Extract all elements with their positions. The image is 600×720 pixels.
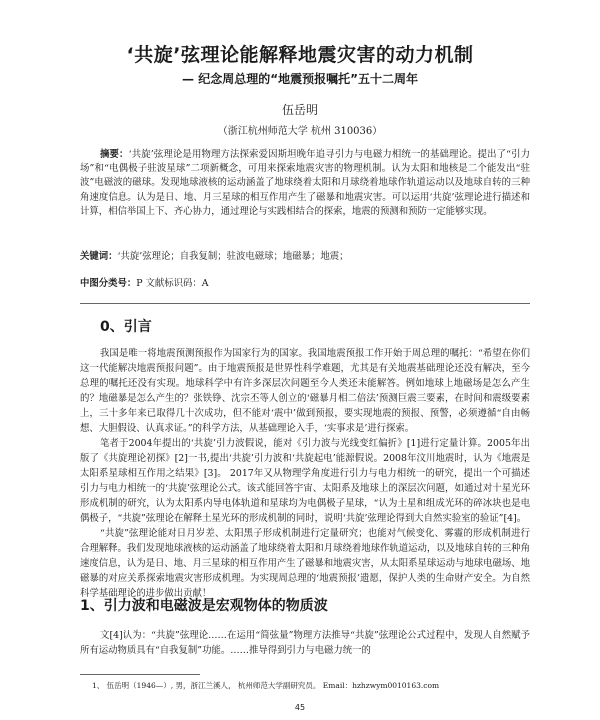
footnote: 1、 伍岳明（1946—）, 男，浙江兰溪人， 杭州师范大学副研究员。 Email：hzhzwym0010163.com (92, 681, 440, 690)
paragraph: “共旋”弦理论能对日月岁差、太阳黑子形成机制进行定量研究；也能对气候变化、雾霾的形成机制进行合理解释。我们发现地球液核的运动涵盖了地球绕着太阳和月球绕着地球作轨道运动，以及地球自转的三种角速度信息，认为是日、地、月三星球的相互作用产生了磁暴和地震灾害，从太阳系星球运动与地球电磁场、地磁暴的对应关系探索地震灾害形成机理。为实现周总理的‘地震预报’遗愿，保护人类的生命财产安全。为自然科学基础理论的进步做出贡献！ (80, 528, 531, 599)
keywords-text: ‘共旋’弦理论；自我复制；驻波电磁球；地磁暴；地震； (117, 251, 349, 262)
author-affiliation: （浙江杭州师范大学 杭州 310036） (217, 126, 383, 137)
abstract (80, 148, 530, 219)
keywords (80, 250, 530, 264)
keywords-label: 关键词： (80, 251, 118, 262)
paragraph: 笔者于2004年提出的‘共旋’引力波假说，能对《引力波与光线变红偏折》[1]进行定量计算。2005年出版了《共旋理论初探》[2]一书,提出‘共旋’引力波和‘共旋起电’能源假说。2008年汶川地震时，认为《地震是太阳系星球相互作用之结果》[3]。 2017年又从物理学角度进行引力与电力相统一的研究，提出一个可描述引力与电力相统一的‘共旋’弦理论公式。该式能回答宇宙、太阳系及地球上的深层次问题，如通过对十星光环形成机制的研究，认为太阳系内导电体轨道和星球均为电偶极子星球，“认为土星和组成光环的碎冰块也是电偶极子，“共旋”弦理论在解释土星光环的形成机制的同时，说明‘共旋’弦理论得到大自然实验室的验证”[4]。 (80, 438, 530, 524)
abstract-label: 摘要： (100, 149, 129, 160)
section-introduction-body (80, 346, 530, 601)
paper-title: ‘共旋’弦理论能解释地震灾害的动力机制 (126, 44, 474, 66)
section-heading-1: 1、引力波和电磁波是宏观物体的物质波 (80, 598, 328, 614)
paragraph: 我国是唯一将地震预测预报作为国家行为的国家。我国地震预报工作开始于周总理的嘱托：“希望在你们这一代能解决地震预报问题”。由于地震预报是世界性科学难题，尤其是有关地震基础理论还没有解决，至今总理的嘱托还没有实现。地球科学中有许多深层次问题至今人类还未能解答。例如地球上地磁场是怎么产生的？地磁暴是怎么产生的？张铁铮、沈宗丕等人创立的‘磁暴月相二倍法’预测巨震三要素，在时间和震级要素上，三十多年来已取得几十次成功，但不能对‘震中’做到预报，要实现地震的预报、预警，必须遵循“自由畅想、大胆假设、认真求证。”的科学方法，从基础理论入手，‘实事求是’进行探索。 (80, 348, 530, 434)
paragraph: 文[4]认为：“共旋”弦理论……在运用“简弦量”物理方法推导“共旋”弦理论公式过程中，发现人自然赋予所有运动物质具有“自我复制”功能。……推导得到引力与电磁力统一的 (80, 630, 530, 656)
section-heading-introduction: 0、引言 (100, 319, 152, 335)
classification-number (80, 277, 530, 291)
abstract-divider (80, 303, 530, 304)
classno-label: 中图分类号： (80, 278, 137, 289)
author-name: 伍岳明 (281, 103, 318, 117)
classno-text: P 文献标识码：A (136, 278, 209, 289)
paper-subtitle: — 纪念周总理的“地震预报嘱托”五十二周年 (182, 72, 418, 86)
page-number: 45 (294, 703, 306, 712)
abstract-text: ‘共旋’弦理论是用物理方法探索爱因斯坦晚年追寻引力与电磁力相统一的基础理论。提出了“引力场”和“电偶极子驻波星球”二项新概念，可用来探索地震灾害的物理机制。认为太阳和地核是二个能发出“驻波”电磁波的磁球。发现地球液核的运动涵盖了地球绕着太阳和月球绕着地球作轨道运动以及地球自转的三种角速度信息。认为是日、地、月三星球的相互作用产生了磁暴和地震灾害。可以运用‘共旋’弦理论进行描述和计算，相信举国上下、齐心协力，通过理论与实践相结合的探索，地震的预测和预防一定能够实现。 (80, 149, 530, 217)
section-1-body (80, 628, 530, 658)
footnote-divider (80, 674, 200, 675)
